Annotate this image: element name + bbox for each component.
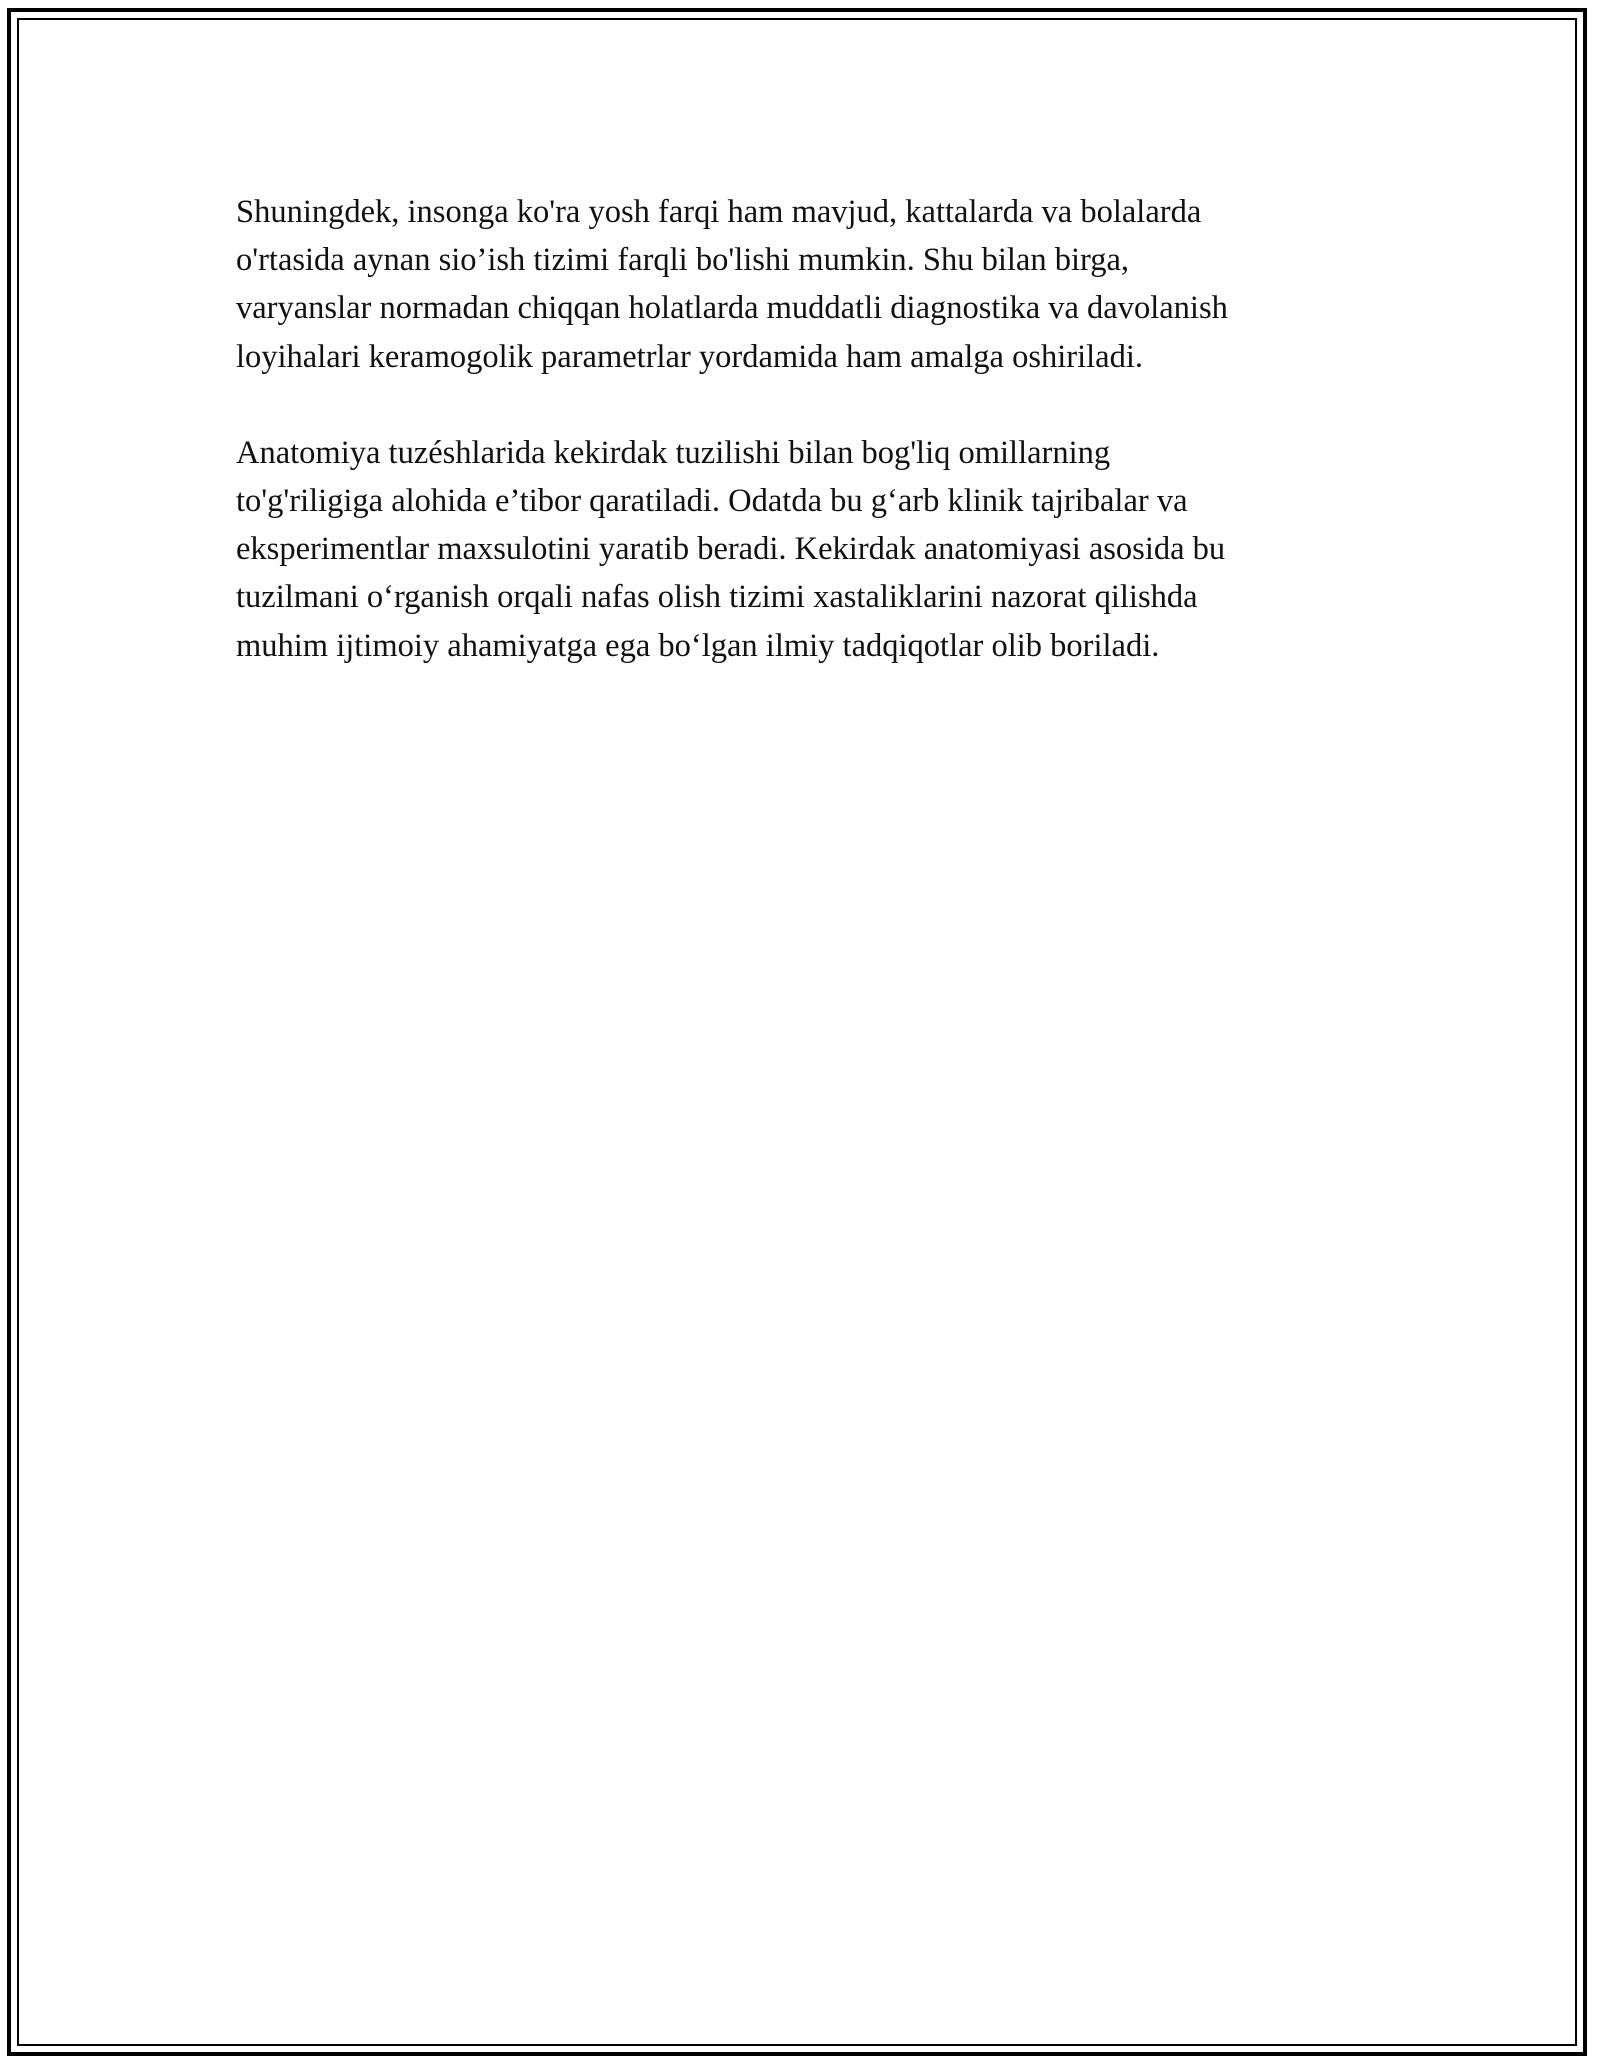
text-line: o'rtasida aynan sio’ish tizimi farqli bo'lishi mumkin. Shu bilan birga, (236, 242, 1130, 279)
text-line: muhim ijtimoiy ahamiyatga ega bo‘lgan ilmiy tadqiqotlar olib boriladi. (236, 627, 1160, 664)
text-line: tuzilmani o‘rganish orqali nafas olish tizimi xastaliklarini nazorat qilishda (236, 579, 1198, 616)
text-line: Shuningdek, insonga ko'ra yosh farqi ham mavjud, kattalarda va bolalarda (236, 194, 1202, 230)
paragraph-2 (236, 429, 1376, 670)
text-line: loyihalari keramogolik parametrlar yordamida ham amalga oshiriladi. (236, 338, 1143, 375)
text-line: eksperimentlar maxsulotini yaratib beradi. Kekirdak anatomiyasi asosida bu (236, 531, 1226, 568)
text-line: Anatomiya tuzéshlarida kekirdak tuzilishi bilan bog'liq omillarning (236, 434, 1111, 471)
paragraph-1 (236, 188, 1376, 381)
text-line: varyanslar normadan chiqqan holatlarda muddatli diagnostika va davolanish (236, 290, 1228, 327)
document-body (236, 188, 1376, 670)
text-line: to'g'riligiga alohida e’tibor qaratiladi. Odatda bu g‘arb klinik tajribalar va (236, 483, 1188, 520)
